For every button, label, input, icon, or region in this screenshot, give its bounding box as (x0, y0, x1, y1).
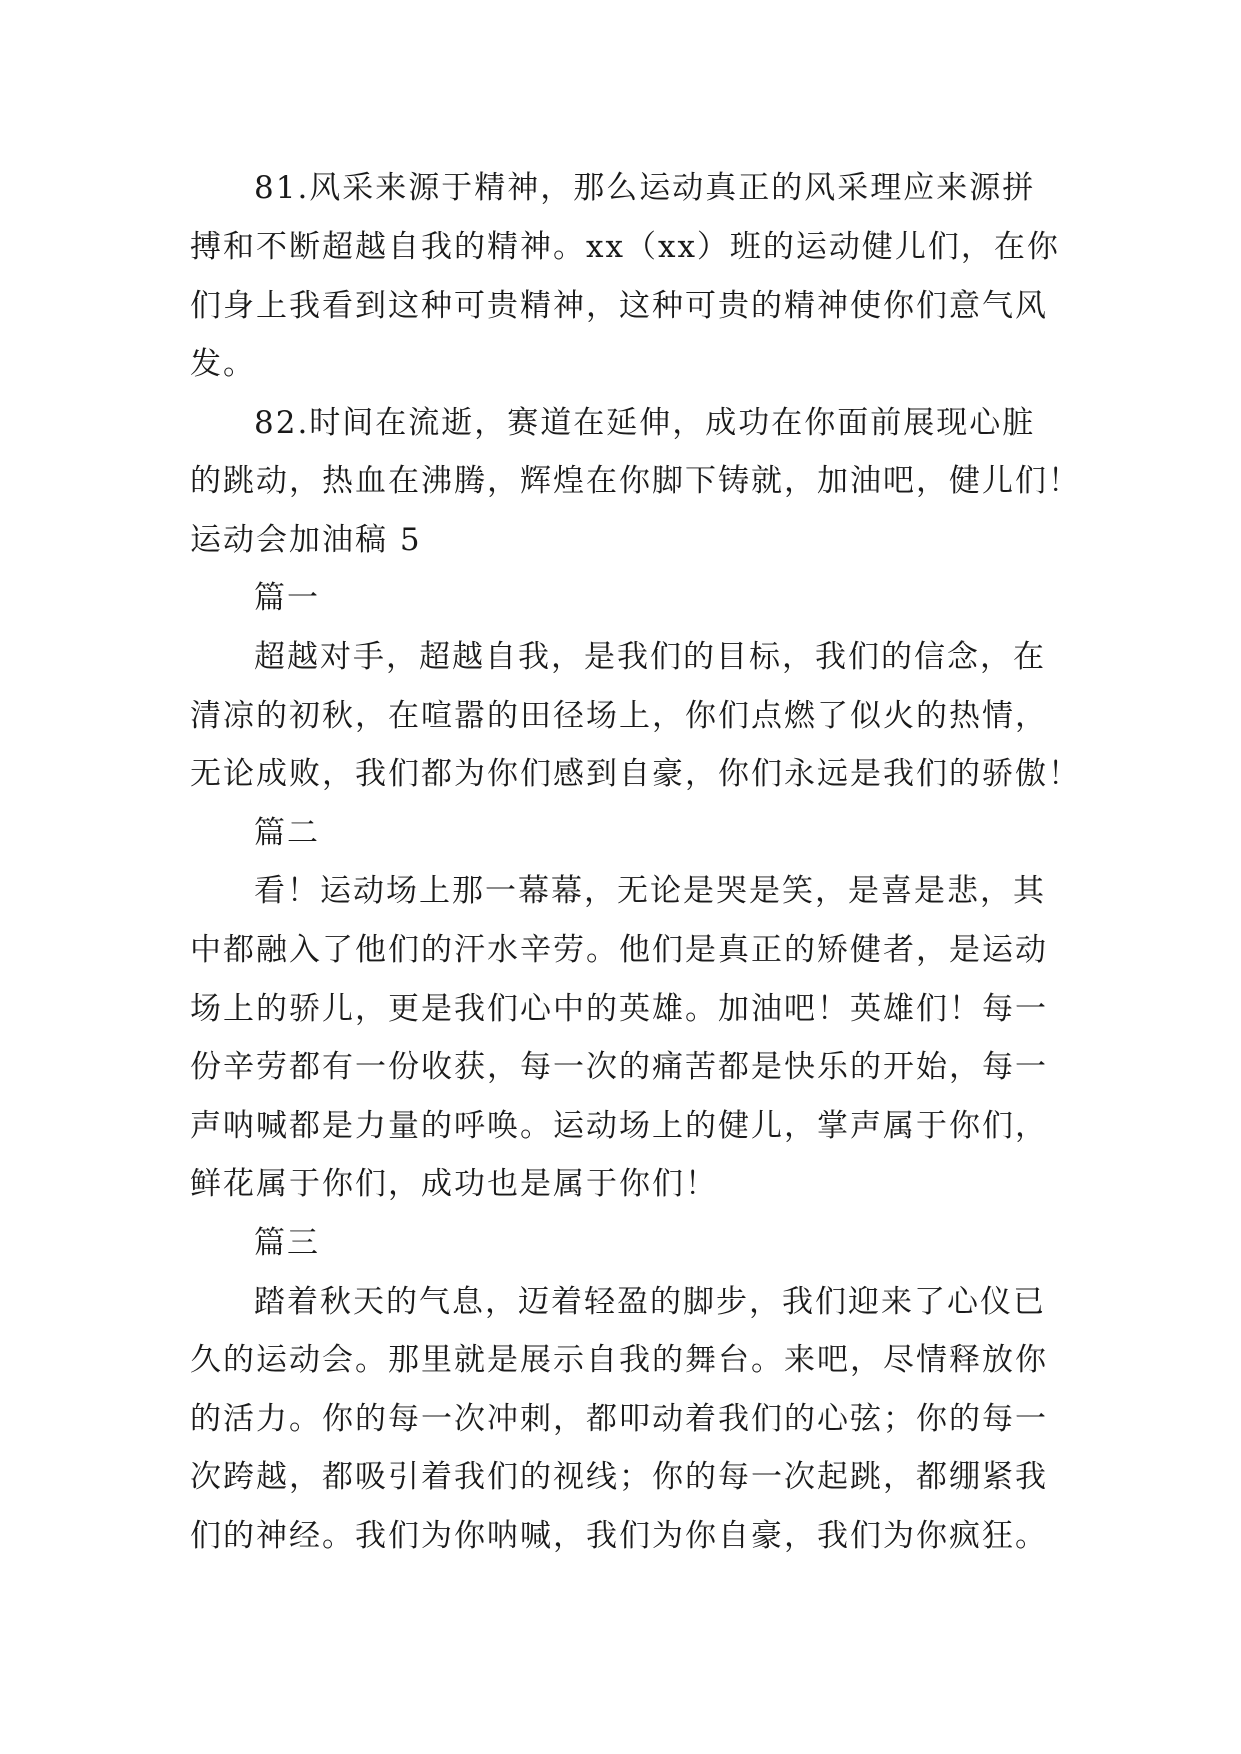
chapter-2-line-3: 场上的骄儿，更是我们心中的英雄。加油吧！英雄们！每一 (190, 991, 1048, 1027)
chapter-3-heading: 篇三 (254, 1225, 320, 1261)
chapter-3-line-2: 久的运动会。那里就是展示自我的舞台。来吧，尽情释放你 (190, 1342, 1048, 1378)
chapter-2-heading: 篇二 (254, 815, 320, 851)
chapter-3-line-4: 次跨越，都吸引着我们的视线；你的每一次起跳，都绷紧我 (190, 1459, 1048, 1495)
chapter-2-line-1: 看！运动场上那一幕幕，无论是哭是笑，是喜是悲，其 (254, 873, 1046, 909)
paragraph-81-line-4: 发。 (190, 346, 256, 382)
chapter-2-line-6: 鲜花属于你们，成功也是属于你们！ (190, 1166, 718, 1202)
chapter-1-line-3: 无论成败，我们都为你们感到自豪，你们永远是我们的骄傲！ (190, 756, 1081, 792)
section-heading: 运动会加油稿 5 (190, 522, 422, 558)
chapter-2-line-4: 份辛劳都有一份收获，每一次的痛苦都是快乐的开始，每一 (190, 1049, 1048, 1085)
paragraph-81-line-1: 81.风采来源于精神，那么运动真正的风采理应来源拼 (254, 170, 1036, 206)
chapter-1-heading: 篇一 (254, 580, 320, 616)
chapter-3-line-5: 们的神经。我们为你呐喊，我们为你自豪，我们为你疯狂。 (190, 1518, 1048, 1554)
paragraph-82-line-2: 的跳动，热血在沸腾，辉煌在你脚下铸就，加油吧，健儿们！ (190, 463, 1081, 499)
paragraph-81-line-2: 搏和不断超越自我的精神。xx（xx）班的运动健儿们，在你 (190, 229, 1060, 265)
chapter-1-line-1: 超越对手，超越自我，是我们的目标，我们的信念，在 (254, 639, 1046, 675)
paragraph-81-line-3: 们身上我看到这种可贵精神，这种可贵的精神使你们意气风 (190, 288, 1048, 324)
paragraph-82-line-1: 82.时间在流逝，赛道在延伸，成功在你面前展现心脏 (254, 405, 1036, 441)
chapter-3-line-3: 的活力。你的每一次冲刺，都叩动着我们的心弦；你的每一 (190, 1401, 1048, 1437)
chapter-3-line-1: 踏着秋天的气息，迈着轻盈的脚步，我们迎来了心仪已 (254, 1284, 1046, 1320)
chapter-2-line-2: 中都融入了他们的汗水辛劳。他们是真正的矫健者，是运动 (190, 932, 1048, 968)
chapter-1-line-2: 清凉的初秋，在喧嚣的田径场上，你们点燃了似火的热情， (190, 698, 1048, 734)
chapter-2-line-5: 声呐喊都是力量的呼唤。运动场上的健儿，掌声属于你们， (190, 1108, 1048, 1144)
